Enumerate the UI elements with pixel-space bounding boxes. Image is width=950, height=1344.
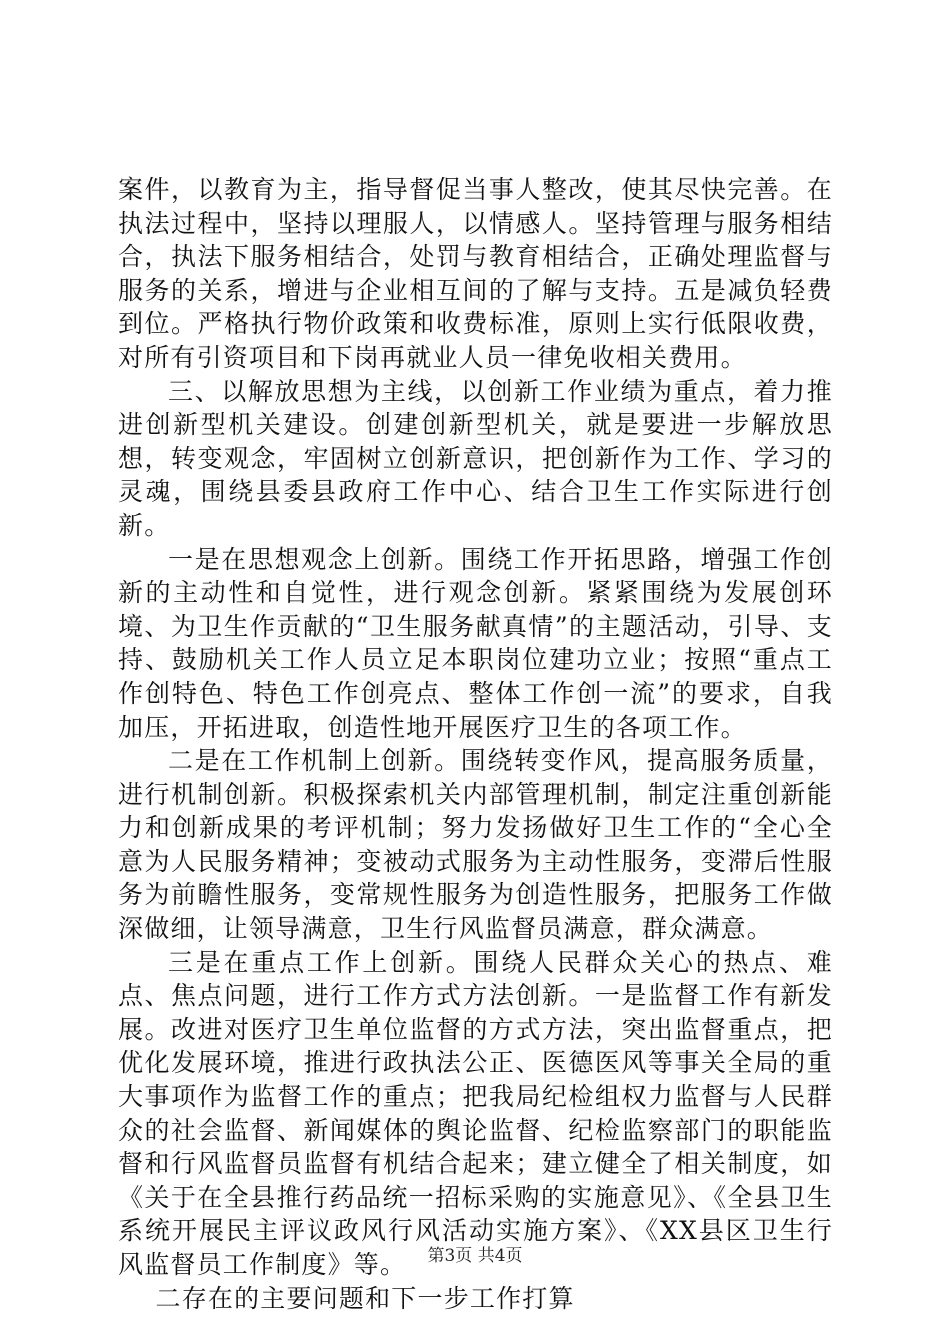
document-body: [118, 173, 833, 1315]
paragraph-2: 三、以解放思想为主线，以创新工作业绩为重点，着力推进创新型机关建设。创建创新型机关，就是要进一步解放思想，转变观念，牢固树立创新意识，把创新作为工作、学习的灵魂，围绕县委县政府工作中心、结合卫生工作实际进行创新。: [118, 376, 833, 540]
section-heading: 二存在的主要问题和下一步工作打算: [155, 1283, 575, 1313]
paragraph-5: 三是在重点工作上创新。围绕人民群众关心的热点、难点、焦点问题，进行工作方式方法创新。一是监督工作有新发展。改进对医疗卫生单位监督的方式方法，突出监督重点，把优化发展环境，推进行政执法公正、医德医风等事关全局的重大事项作为监督工作的重点；把我局纪检组权力监督与人民群众的社会监督、新闻媒体的舆论监督、纪检监察部门的职能监督和行风监督员监督有机结合起来；建立健全了相关制度，如《关于在全县推行药品统一招标采购的实施意见》、《全县卫生系统开展民主评议政风行风活动实施方案》、《XX县区卫生行风监督员工作制度》等。: [118, 947, 833, 1279]
page-footer: 第3页 共4页: [427, 1246, 523, 1266]
paragraph-3: 一是在思想观念上创新。围绕工作开拓思路，增强工作创新的主动性和自觉性，进行观念创新。紧紧围绕为发展创环境、为卫生作贡献的“卫生服务献真情”的主题活动，引导、支持、鼓励机关工作人员立足本职岗位建功立业；按照“重点工作创特色、特色工作创亮点、整体工作创一流”的要求，自我加压，开拓进取，创造性地开展医疗卫生的各项工作。: [118, 544, 833, 742]
paragraph-4: 二是在工作机制上创新。围绕转变作风，提高服务质量，进行机制创新。积极探索机关内部管理机制，制定注重创新能力和创新成果的考评机制；努力发扬做好卫生工作的“全心全意为人民服务精神；变被动式服务为主动性服务，变滞后性服务为前瞻性服务，变常规性服务为创造性服务，把服务工作做深做细，让领导满意，卫生行风监督员满意，群众满意。: [118, 746, 833, 944]
paragraph-1: 案件，以教育为主，指导督促当事人整改，使其尽快完善。在执法过程中，坚持以理服人，以情感人。坚持管理与服务相结合，执法下服务相结合，处罚与教育相结合，正确处理监督与服务的关系，增进与企业相互间的了解与支持。五是减负轻费到位。严格执行物价政策和收费标准，原则上实行低限收费，对所有引资项目和下岗再就业人员一律免收相关费用。: [118, 175, 833, 372]
